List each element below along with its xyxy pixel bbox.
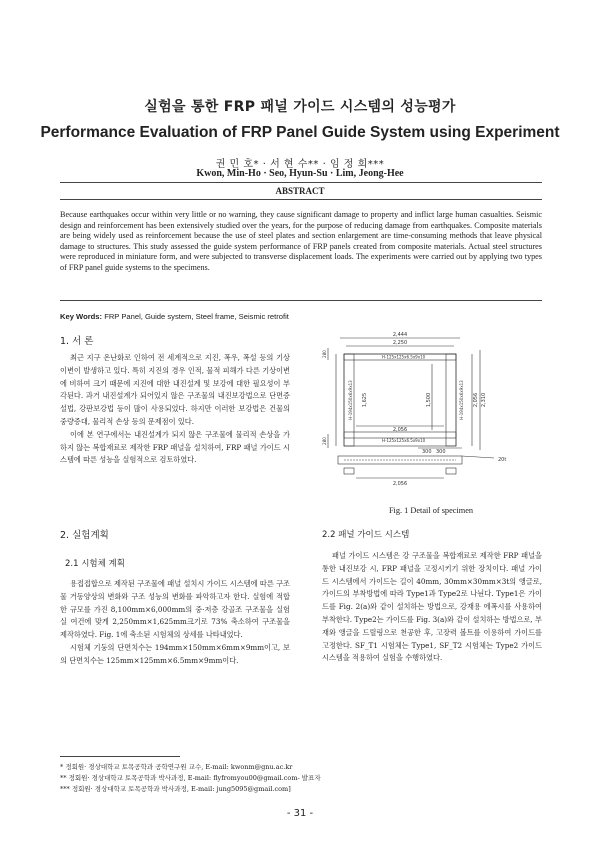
keywords-label: Key Words: bbox=[60, 312, 103, 321]
abstract-heading-rule bbox=[60, 199, 542, 200]
title-english: Performance Evaluation of FRP Panel Guide System using Experiment bbox=[40, 124, 560, 141]
fig-dim-bottom-gap: 280 bbox=[322, 437, 327, 445]
fig-dim-height-left: 1,625 bbox=[362, 392, 368, 408]
section-1-title: 1. 서 론 bbox=[60, 336, 94, 347]
fig-dim-height-right1: 2,056 bbox=[473, 392, 479, 408]
title-korean: 실험을 통한 FRP 패널 가이드 시스템의 성능평가 bbox=[144, 99, 456, 115]
fig-base-dim1: 300 bbox=[422, 449, 432, 455]
footnote-rule bbox=[60, 756, 180, 757]
section-2-1-paragraph-2: 시험체 기둥의 단면치수는 194mm×150mm×6mm×9mm이고, 보의 단면치수는 125mm×125mm×6.5mm×9mm이다. bbox=[60, 642, 290, 665]
figure-caption: Fig. 1 Detail of specimen bbox=[388, 506, 474, 515]
section-2-2-title: 2.2 패널 가이드 시스템 bbox=[322, 530, 410, 540]
fig-column-label-left: H-194x150x6x9x13 bbox=[348, 380, 353, 420]
fig-dim-height-mid: 1,500 bbox=[426, 392, 432, 408]
authors-english: Kwon, Min-Ho · Seo, Hyun-Su · Lim, Jeong-Hee bbox=[196, 168, 404, 179]
footnote-3: *** 정회원· 경상대학교 토목공학과 박사과정, E-mail: jung5095@gmail.com] bbox=[60, 785, 291, 793]
section-2-2-paragraph-1: 패널 가이드 시스템은 강 구조물을 복합재료로 제작한 FRP 패널을 통한 내진보강 시, FRP 패널을 고정시키기 위한 장치이다. 패널 가이드 시스템에서 가이드는 길이 40mm, 30mm×30mm×3t의 앵글로, 가이드의 부착방법에 따라 Type1과 Type2로 나뉜다. Type1은 가이드를 Fig. 2(a)와 같이 설치하는 방법으로, 강재용 에폭시를 사용하여 부착한다. Type2는 가이드를 Fig. 3(a)와 같이 설치하는 방법으로, 부재와 앵글을 드릴링으로 천공한 후, 고장력 볼트를 이용하여 가이드를 고정한다. SF_T1 시험체는 Type1, SF_T2 시험체는 Type2 가이드 시스템을 적용하여 실험을 수행하였다. bbox=[322, 551, 542, 663]
abstract-heading: ABSTRACT bbox=[275, 186, 325, 196]
fig-dim-total-width: 2,444 bbox=[392, 332, 408, 338]
fig-column-label-right: H-194x150x6x9x13 bbox=[459, 380, 464, 420]
section-2-1-paragraph-1: 용접접합으로 제작된 구조물에 패널 설치시 가이드 시스템에 따른 구조물 거동양상의 변화와 구조 성능의 변화를 파악하고자 한다. 실험에 적합한 규모를 가진 8,100mm×6,000mm의 중·저층 강골조 구조물을 실험실 여건에 맞게 2,250mm×1,625mm크기로 73% 축소하여 구조물을 제작하였다. Fig. 1에 축소된 시험체의 상세를 나타내었다. bbox=[60, 579, 290, 640]
footnotes bbox=[60, 762, 321, 795]
fig-beam-label-top: H-125x125x6.5x9x10 bbox=[382, 354, 426, 360]
abstract-bottom-rule bbox=[60, 300, 542, 301]
fig-dim-clear-width: 2,056 bbox=[392, 427, 408, 433]
keywords bbox=[60, 312, 289, 321]
section-1-paragraph-1: 최근 지구 온난화로 인하여 전 세계적으로 지진, 폭우, 폭설 등의 기상이변이 발생하고 있다. 특히 지진의 경우 인적, 물적 피해가 다른 기상이변에 비하여 크기 때문에 지진에 대한 내진설계 및 보강에 대한 필요성이 부각된다. 과거 내진설계가 되어있지 않은 구조물의 내진보강법으로 단면증설법, 강판보강법 등이 많이 사용되었다. 하지만 이러한 보강법은 건물의 중량증대, 물리적 손상 등의 문제점이 있다. bbox=[60, 353, 290, 426]
footnote-1: * 정회원· 경상대학교 토목공학과 공학연구원 교수, E-mail: kwonm@gnu.ac.kr bbox=[60, 763, 293, 771]
fig-beam-label-bottom: H-125x125x6.5x9x10 bbox=[382, 438, 426, 443]
fig-dim-inner-width: 2,250 bbox=[392, 340, 408, 346]
keywords-text: FRP Panel, Guide system, Steel frame, Seismic retrofit bbox=[104, 312, 289, 321]
abstract-text: Because earthquakes occur within very little or no warning, they cause significant damage to property and inflict large human casualties. Seismic design and reinforcement has been extensively studied over the years, for the purpose of reducing damage from earthquakes. Composite materials are being widely used as reinforcement because the use of steel plates and section enlargement are time-consuming methods that leave physical damage to structures. This study assessed the guide system performance of FRP panels created from composite materials. Actual steel structures were reproduced in miniature form, and were subjected to transverse displacement loads. The experiments were carried out by applying two types of FRP panel guide systems to the specimens. bbox=[60, 210, 542, 272]
section-1-paragraph-2: 이에 본 연구에서는 내진설계가 되지 않은 구조물에 물리적 손상을 가하지 않는 복합재료로 제작한 FRP 패널을 설치하여, FRP 패널 가이드 시스템에 따른 성능을 실험적으로 검토하였다. bbox=[60, 429, 290, 465]
section-2-title: 2. 실험계획 bbox=[60, 530, 109, 541]
figure-specimen-detail bbox=[322, 330, 540, 505]
figure-drawing bbox=[322, 330, 540, 505]
section-2-2-body bbox=[322, 550, 542, 665]
section-2-1-title: 2.1 시험체 계획 bbox=[65, 559, 125, 569]
fig-dim-height-right2: 2,310 bbox=[481, 392, 487, 408]
abstract-top-rule bbox=[60, 182, 542, 183]
footnote-2: ** 정회원· 경상대학교 토목공학과 박사과정, E-mail: flyfromyou00@gmail.com- 발표자 bbox=[60, 774, 321, 782]
section-2-1-body bbox=[60, 578, 290, 668]
section-1-body bbox=[60, 352, 290, 467]
page-number: - 31 - bbox=[286, 808, 314, 819]
fig-base-plate-label: 20t bbox=[498, 457, 507, 463]
authors-korean: 권 민 호* · 서 현 수** · 임 정 희*** bbox=[215, 159, 385, 170]
fig-base-dim2: 300 bbox=[436, 449, 446, 455]
fig-base-width: 2,056 bbox=[392, 481, 408, 487]
fig-dim-top-gap: 280 bbox=[322, 350, 327, 358]
